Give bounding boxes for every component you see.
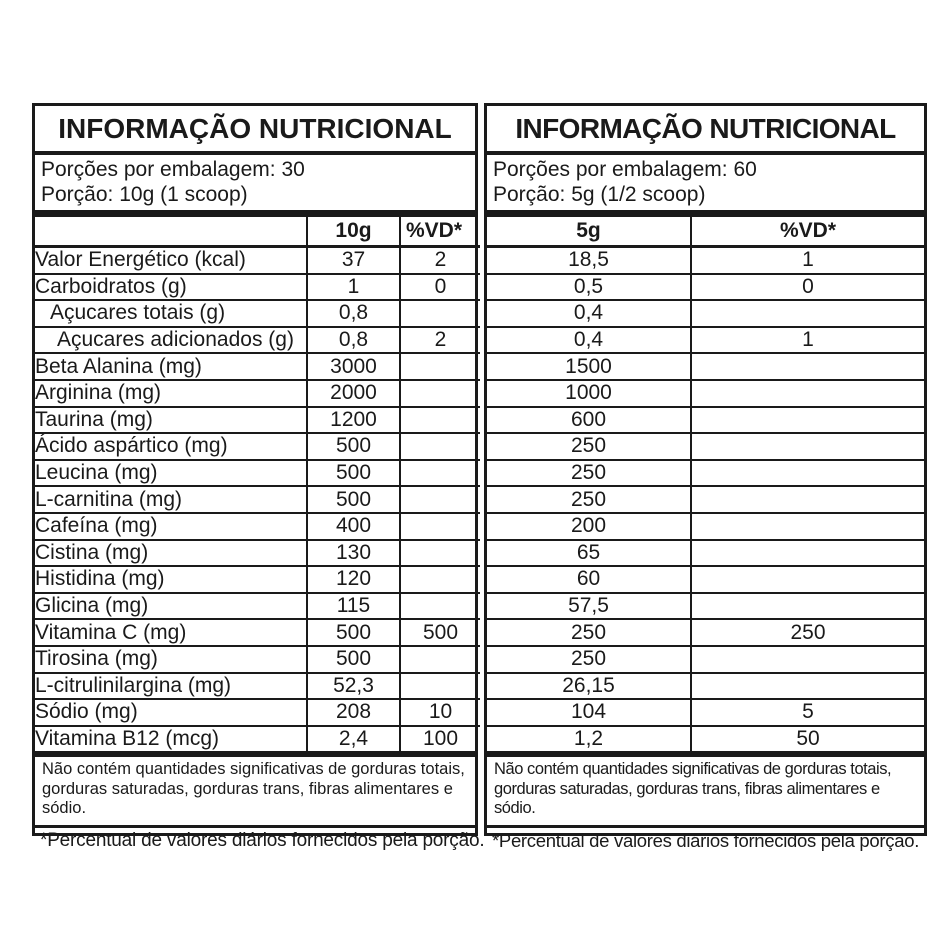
nutrient-label: Vitamina B12 (mcg) [35,726,307,752]
nutrient-row [487,486,924,513]
no-significant-amounts-note: Não contém quantidades significativas de gorduras totais, gorduras saturadas, gorduras trans, fibras alimentares e sódio. [35,751,475,828]
nutrient-percent-dv: 2 [400,247,480,274]
nutrient-percent-dv [400,380,480,407]
nutrient-row [487,300,924,327]
nutrient-amount: 0,5 [487,274,691,301]
panel-title: INFORMAÇÃO NUTRICIONAL [487,106,924,155]
nutrient-label: Beta Alanina (mg) [35,353,307,380]
table-header-row [35,217,480,247]
nutrient-percent-dv: 10 [400,699,480,726]
nutrient-percent-dv [691,486,924,513]
nutrient-percent-dv [400,353,480,380]
nutrient-row [35,486,480,513]
nutrient-label: Carboidratos (g) [35,274,307,301]
nutrient-amount: 18,5 [487,247,691,274]
nutrient-row [35,380,480,407]
nutrient-percent-dv: 250 [691,619,924,646]
nutrient-label: L-carnitina (mg) [35,486,307,513]
header-percent-dv: %VD* [691,217,924,247]
nutrient-label: Valor Energético (kcal) [35,247,307,274]
nutrient-percent-dv [691,460,924,487]
nutrient-percent-dv [691,513,924,540]
nutrient-label: Histidina (mg) [35,566,307,593]
nutrient-amount: 65 [487,540,691,567]
nutrient-row [35,513,480,540]
nutrient-percent-dv: 100 [400,726,480,752]
daily-values-footnote: *Percentual de valores diários fornecidos pela porção. [40,829,485,851]
nutrient-amount: 0,8 [307,327,400,354]
nutrient-row [35,540,480,567]
nutrient-row [487,380,924,407]
nutrient-percent-dv: 0 [400,274,480,301]
nutrient-label: Vitamina C (mg) [35,619,307,646]
nutrient-row [35,566,480,593]
nutrient-label: Tirosina (mg) [35,646,307,673]
nutrient-row [35,673,480,700]
nutrient-label: Glicina (mg) [35,593,307,620]
header-amount: 10g [307,217,400,247]
nutrient-amount: 37 [307,247,400,274]
servings-block [35,155,475,217]
nutrient-row [35,699,480,726]
nutrient-row [487,433,924,460]
nutrient-row [35,407,480,434]
nutrient-amount: 0,8 [307,300,400,327]
nutrient-row [487,460,924,487]
nutrition-table [35,217,480,751]
nutrient-amount: 130 [307,540,400,567]
nutrient-amount: 600 [487,407,691,434]
portion-size: Porção: 10g (1 scoop) [41,183,248,206]
nutrient-label: Cistina (mg) [35,540,307,567]
nutrient-amount: 250 [487,460,691,487]
nutrient-amount: 250 [487,619,691,646]
header-empty-cell [35,217,307,247]
nutrient-row [487,593,924,620]
nutrient-amount: 60 [487,566,691,593]
nutrient-amount: 2,4 [307,726,400,752]
nutrient-amount: 57,5 [487,593,691,620]
nutrient-row [487,407,924,434]
header-percent-dv: %VD* [400,217,480,247]
nutrient-amount: 250 [487,433,691,460]
nutrient-row [35,593,480,620]
daily-values-footnote: *Percentual de valores diários fornecidos pela porção. [492,829,920,851]
nutrient-amount: 1500 [487,353,691,380]
nutrient-amount: 200 [487,513,691,540]
nutrient-amount: 0,4 [487,300,691,327]
nutrient-amount: 2000 [307,380,400,407]
nutrient-percent-dv [691,407,924,434]
nutrient-amount: 0,4 [487,327,691,354]
nutrient-amount: 1,2 [487,726,691,752]
nutrient-label: Açucares totais (g) [35,300,307,327]
nutrient-row [487,353,924,380]
nutrient-row [35,433,480,460]
nutrient-percent-dv [400,673,480,700]
nutrient-row [487,247,924,274]
nutrient-percent-dv: 1 [691,247,924,274]
nutrient-amount: 1200 [307,407,400,434]
nutrient-label: Taurina (mg) [35,407,307,434]
nutrient-amount: 52,3 [307,673,400,700]
nutrient-label: Arginina (mg) [35,380,307,407]
nutrient-row [35,460,480,487]
nutrient-amount: 250 [487,486,691,513]
nutrient-percent-dv [691,593,924,620]
nutrient-amount: 500 [307,619,400,646]
servings-per-package: Porções por embalagem: 30 [41,158,305,181]
nutrient-percent-dv: 0 [691,274,924,301]
nutrient-amount: 500 [307,460,400,487]
nutrient-row [35,274,480,301]
nutrient-row [35,247,480,274]
nutrient-row [487,646,924,673]
servings-block [487,155,924,217]
nutrient-percent-dv [691,646,924,673]
nutrient-percent-dv [400,407,480,434]
nutrient-percent-dv [400,513,480,540]
nutrient-percent-dv [691,433,924,460]
nutrient-label: Cafeína (mg) [35,513,307,540]
nutrition-panel-5g [484,103,927,851]
no-significant-amounts-note: Não contém quantidades significativas de gorduras totais, gorduras saturadas, gorduras trans, fibras alimentares e sódio. [487,751,924,828]
nutrient-percent-dv: 50 [691,726,924,752]
nutrient-percent-dv: 5 [691,699,924,726]
nutrient-amount: 1 [307,274,400,301]
nutrient-row [487,619,924,646]
nutrient-percent-dv [691,673,924,700]
portion-size: Porção: 5g (1/2 scoop) [493,183,706,206]
nutrient-row [35,300,480,327]
nutrient-percent-dv [691,540,924,567]
nutrient-label: Açucares adicionados (g) [35,327,307,354]
nutrient-percent-dv [691,353,924,380]
header-amount: 5g [487,217,691,247]
nutrient-amount: 400 [307,513,400,540]
nutrient-percent-dv: 500 [400,619,480,646]
nutrient-percent-dv [400,566,480,593]
nutrient-percent-dv [400,300,480,327]
nutrient-amount: 1000 [487,380,691,407]
nutrient-row [35,726,480,752]
nutrient-percent-dv [400,460,480,487]
nutrient-label: L-citrulinilargina (mg) [35,673,307,700]
nutrient-amount: 3000 [307,353,400,380]
panel-title: INFORMAÇÃO NUTRICIONAL [35,106,475,155]
nutrient-row [35,353,480,380]
nutrient-percent-dv [691,566,924,593]
nutrient-row [487,540,924,567]
nutrient-row [35,619,480,646]
nutrient-label: Leucina (mg) [35,460,307,487]
nutrient-percent-dv [400,433,480,460]
table-header-row [487,217,924,247]
nutrient-row [487,327,924,354]
nutrient-amount: 500 [307,486,400,513]
nutrient-amount: 26,15 [487,673,691,700]
nutrient-amount: 104 [487,699,691,726]
nutrient-percent-dv: 1 [691,327,924,354]
nutrient-percent-dv [400,540,480,567]
nutrient-label: Sódio (mg) [35,699,307,726]
nutrient-percent-dv [400,646,480,673]
nutrient-row [487,513,924,540]
nutrient-amount: 250 [487,646,691,673]
nutrition-label-sheet [32,103,920,851]
nutrient-percent-dv [400,486,480,513]
nutrient-amount: 115 [307,593,400,620]
nutrient-amount: 500 [307,646,400,673]
nutrition-table [487,217,924,751]
nutrient-percent-dv: 2 [400,327,480,354]
nutrient-row [487,726,924,752]
nutrient-amount: 500 [307,433,400,460]
nutrient-row [487,673,924,700]
nutrient-row [487,566,924,593]
nutrient-label: Ácido aspártico (mg) [35,433,307,460]
servings-per-package: Porções por embalagem: 60 [493,158,757,181]
nutrient-row [35,327,480,354]
nutrition-panel-10g [32,103,485,851]
nutrient-percent-dv [400,593,480,620]
nutrient-percent-dv [691,380,924,407]
nutrient-amount: 120 [307,566,400,593]
nutrient-row [35,646,480,673]
nutrient-percent-dv [691,300,924,327]
nutrient-row [487,274,924,301]
nutrient-row [487,699,924,726]
nutrient-amount: 208 [307,699,400,726]
